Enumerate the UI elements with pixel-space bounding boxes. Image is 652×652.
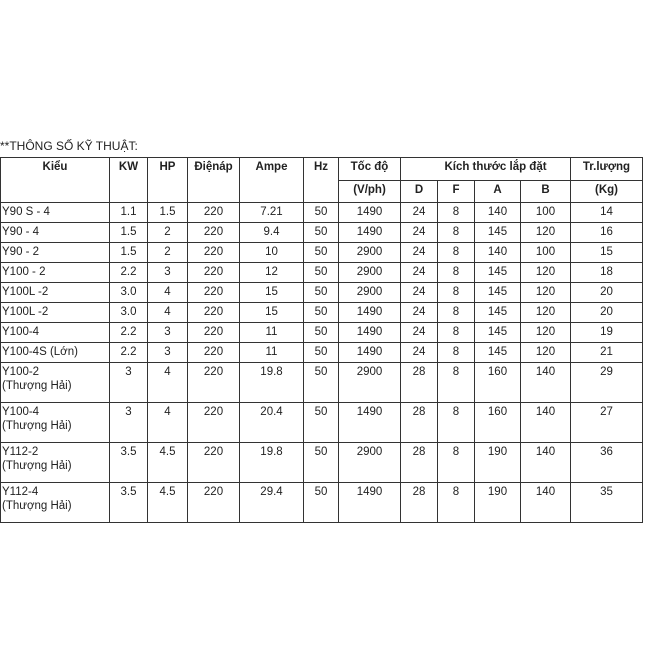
model-name: Y112-4 [2, 486, 39, 498]
cell-d: 24 [401, 263, 438, 283]
cell-speed: 2900 [339, 363, 401, 403]
cell-model [1, 323, 110, 343]
cell-f: 8 [438, 323, 475, 343]
cell-b: 100 [521, 243, 571, 263]
cell-weight: 16 [571, 223, 643, 243]
cell-a: 140 [475, 243, 521, 263]
table-row [1, 343, 643, 363]
cell-ampe: 19.8 [240, 363, 304, 403]
model-name: Y90 - 2 [2, 246, 40, 258]
cell-a: 145 [475, 263, 521, 283]
table-row [1, 223, 643, 243]
header-toc-do-unit: (V/ph) [339, 181, 401, 203]
cell-ampe: 19.8 [240, 443, 304, 483]
cell-f: 8 [438, 263, 475, 283]
cell-f: 8 [438, 363, 475, 403]
cell-speed: 1490 [339, 303, 401, 323]
cell-d: 28 [401, 363, 438, 403]
cell-volt: 220 [188, 263, 240, 283]
model-origin: (Thượng Hải) [2, 380, 72, 392]
header-d: D [401, 181, 438, 203]
cell-volt: 220 [188, 343, 240, 363]
cell-a: 160 [475, 403, 521, 443]
cell-model [1, 363, 110, 403]
model-origin: (Thượng Hải) [2, 460, 72, 472]
cell-speed: 2900 [339, 263, 401, 283]
cell-d: 24 [401, 203, 438, 223]
cell-hz: 50 [304, 483, 339, 523]
table-row [1, 363, 643, 403]
cell-model [1, 403, 110, 443]
header-ampe: Ampe [240, 158, 304, 203]
cell-weight: 29 [571, 363, 643, 403]
cell-d: 28 [401, 443, 438, 483]
spec-table [0, 157, 643, 523]
cell-ampe: 15 [240, 303, 304, 323]
cell-b: 120 [521, 223, 571, 243]
cell-hz: 50 [304, 303, 339, 323]
cell-model [1, 483, 110, 523]
cell-ampe: 11 [240, 343, 304, 363]
table-row [1, 283, 643, 303]
cell-speed: 2900 [339, 443, 401, 483]
cell-speed: 2900 [339, 243, 401, 263]
cell-b: 140 [521, 363, 571, 403]
cell-speed: 1490 [339, 483, 401, 523]
cell-hz: 50 [304, 243, 339, 263]
cell-b: 120 [521, 303, 571, 323]
header-kw: KW [110, 158, 148, 203]
cell-kw: 3.0 [110, 303, 148, 323]
cell-volt: 220 [188, 323, 240, 343]
cell-hz: 50 [304, 323, 339, 343]
cell-ampe: 10 [240, 243, 304, 263]
table-row [1, 323, 643, 343]
cell-a: 145 [475, 343, 521, 363]
cell-hz: 50 [304, 263, 339, 283]
header-f: F [438, 181, 475, 203]
cell-kw: 1.5 [110, 243, 148, 263]
cell-f: 8 [438, 283, 475, 303]
cell-hp: 3 [148, 343, 188, 363]
cell-hp: 4 [148, 403, 188, 443]
cell-a: 145 [475, 323, 521, 343]
header-kich-thuoc-label: Kích thước lắp đặt [444, 161, 547, 173]
header-kich-thuoc [401, 158, 571, 181]
cell-volt: 220 [188, 243, 240, 263]
model-name: Y100L -2 [2, 306, 49, 318]
header-a: A [475, 181, 521, 203]
cell-model [1, 203, 110, 223]
cell-volt: 220 [188, 303, 240, 323]
cell-weight: 35 [571, 483, 643, 523]
cell-b: 120 [521, 263, 571, 283]
cell-hp: 3 [148, 323, 188, 343]
cell-volt: 220 [188, 443, 240, 483]
cell-hp: 1.5 [148, 203, 188, 223]
table-row [1, 483, 643, 523]
table-header [1, 158, 643, 203]
cell-kw: 2.2 [110, 343, 148, 363]
cell-hp: 4 [148, 283, 188, 303]
model-name: Y90 S - 4 [2, 206, 50, 218]
cell-ampe: 9.4 [240, 223, 304, 243]
cell-hz: 50 [304, 403, 339, 443]
cell-weight: 21 [571, 343, 643, 363]
cell-b: 140 [521, 443, 571, 483]
cell-kw: 2.2 [110, 323, 148, 343]
cell-kw: 2.2 [110, 263, 148, 283]
cell-hp: 4.5 [148, 483, 188, 523]
cell-model [1, 343, 110, 363]
cell-model [1, 263, 110, 283]
cell-f: 8 [438, 403, 475, 443]
cell-ampe: 20.4 [240, 403, 304, 443]
model-origin: (Thượng Hải) [2, 500, 72, 512]
cell-ampe: 11 [240, 323, 304, 343]
cell-d: 28 [401, 403, 438, 443]
model-name: Y100-4S (Lớn) [2, 346, 78, 358]
cell-b: 120 [521, 323, 571, 343]
spec-title: **THÔNG SỐ KỸ THUẬT: [0, 139, 138, 153]
cell-d: 24 [401, 223, 438, 243]
cell-a: 160 [475, 363, 521, 403]
cell-hp: 4 [148, 303, 188, 323]
cell-a: 145 [475, 283, 521, 303]
header-trong-luong: Tr.lượng [571, 158, 643, 181]
header-toc-do: Tốc độ [339, 158, 401, 181]
cell-a: 145 [475, 303, 521, 323]
cell-f: 8 [438, 303, 475, 323]
cell-volt: 220 [188, 283, 240, 303]
cell-speed: 1490 [339, 323, 401, 343]
cell-b: 140 [521, 403, 571, 443]
header-hz: Hz [304, 158, 339, 203]
cell-kw: 3.5 [110, 443, 148, 483]
header-trong-luong-unit: (Kg) [571, 181, 643, 203]
cell-volt: 220 [188, 483, 240, 523]
cell-volt: 220 [188, 203, 240, 223]
model-name: Y100-2 [2, 366, 40, 378]
cell-model [1, 283, 110, 303]
cell-speed: 1490 [339, 203, 401, 223]
cell-hp: 4.5 [148, 443, 188, 483]
cell-model [1, 443, 110, 483]
model-name: Y100-4 [2, 406, 40, 418]
cell-kw: 3.0 [110, 283, 148, 303]
cell-f: 8 [438, 343, 475, 363]
cell-speed: 1490 [339, 403, 401, 443]
cell-a: 190 [475, 443, 521, 483]
cell-hz: 50 [304, 343, 339, 363]
cell-kw: 3 [110, 403, 148, 443]
cell-weight: 20 [571, 303, 643, 323]
cell-hz: 50 [304, 223, 339, 243]
cell-model [1, 303, 110, 323]
model-name: Y100 - 2 [2, 266, 46, 278]
cell-d: 24 [401, 243, 438, 263]
cell-kw: 1.1 [110, 203, 148, 223]
cell-kw: 3.5 [110, 483, 148, 523]
cell-ampe: 12 [240, 263, 304, 283]
cell-ampe: 29.4 [240, 483, 304, 523]
cell-volt: 220 [188, 363, 240, 403]
cell-weight: 19 [571, 323, 643, 343]
cell-weight: 36 [571, 443, 643, 483]
header-hp: HP [148, 158, 188, 203]
cell-d: 24 [401, 283, 438, 303]
cell-weight: 15 [571, 243, 643, 263]
cell-ampe: 7.21 [240, 203, 304, 223]
table-body [1, 203, 643, 523]
cell-a: 190 [475, 483, 521, 523]
table-row [1, 443, 643, 483]
model-name: Y90 - 4 [2, 226, 40, 238]
cell-hz: 50 [304, 363, 339, 403]
cell-a: 140 [475, 203, 521, 223]
cell-model [1, 243, 110, 263]
cell-hp: 2 [148, 223, 188, 243]
cell-d: 24 [401, 323, 438, 343]
cell-weight: 18 [571, 263, 643, 283]
header-b: B [521, 181, 571, 203]
cell-volt: 220 [188, 223, 240, 243]
cell-f: 8 [438, 483, 475, 523]
cell-ampe: 15 [240, 283, 304, 303]
cell-model [1, 223, 110, 243]
model-origin: (Thượng Hải) [2, 420, 72, 432]
cell-hp: 3 [148, 263, 188, 283]
cell-weight: 20 [571, 283, 643, 303]
cell-hz: 50 [304, 203, 339, 223]
cell-f: 8 [438, 243, 475, 263]
cell-hp: 2 [148, 243, 188, 263]
cell-d: 28 [401, 483, 438, 523]
cell-a: 145 [475, 223, 521, 243]
cell-speed: 1490 [339, 343, 401, 363]
table-row [1, 303, 643, 323]
cell-hz: 50 [304, 443, 339, 483]
table-row [1, 403, 643, 443]
cell-volt: 220 [188, 403, 240, 443]
cell-kw: 3 [110, 363, 148, 403]
cell-d: 24 [401, 303, 438, 323]
cell-b: 120 [521, 283, 571, 303]
cell-f: 8 [438, 223, 475, 243]
cell-weight: 27 [571, 403, 643, 443]
cell-speed: 1490 [339, 223, 401, 243]
model-name: Y100L -2 [2, 286, 49, 298]
header-dien-ap: Điệnáp [188, 158, 240, 203]
cell-speed: 2900 [339, 283, 401, 303]
cell-f: 8 [438, 443, 475, 483]
table-row [1, 243, 643, 263]
cell-weight: 14 [571, 203, 643, 223]
cell-hp: 4 [148, 363, 188, 403]
header-kieu: Kiểu [1, 158, 110, 203]
cell-hz: 50 [304, 283, 339, 303]
model-name: Y100-4 [2, 326, 40, 338]
cell-f: 8 [438, 203, 475, 223]
model-name: Y112-2 [2, 446, 39, 458]
cell-b: 140 [521, 483, 571, 523]
cell-b: 100 [521, 203, 571, 223]
table-row [1, 203, 643, 223]
cell-b: 120 [521, 343, 571, 363]
cell-d: 24 [401, 343, 438, 363]
cell-kw: 1.5 [110, 223, 148, 243]
table-row [1, 263, 643, 283]
